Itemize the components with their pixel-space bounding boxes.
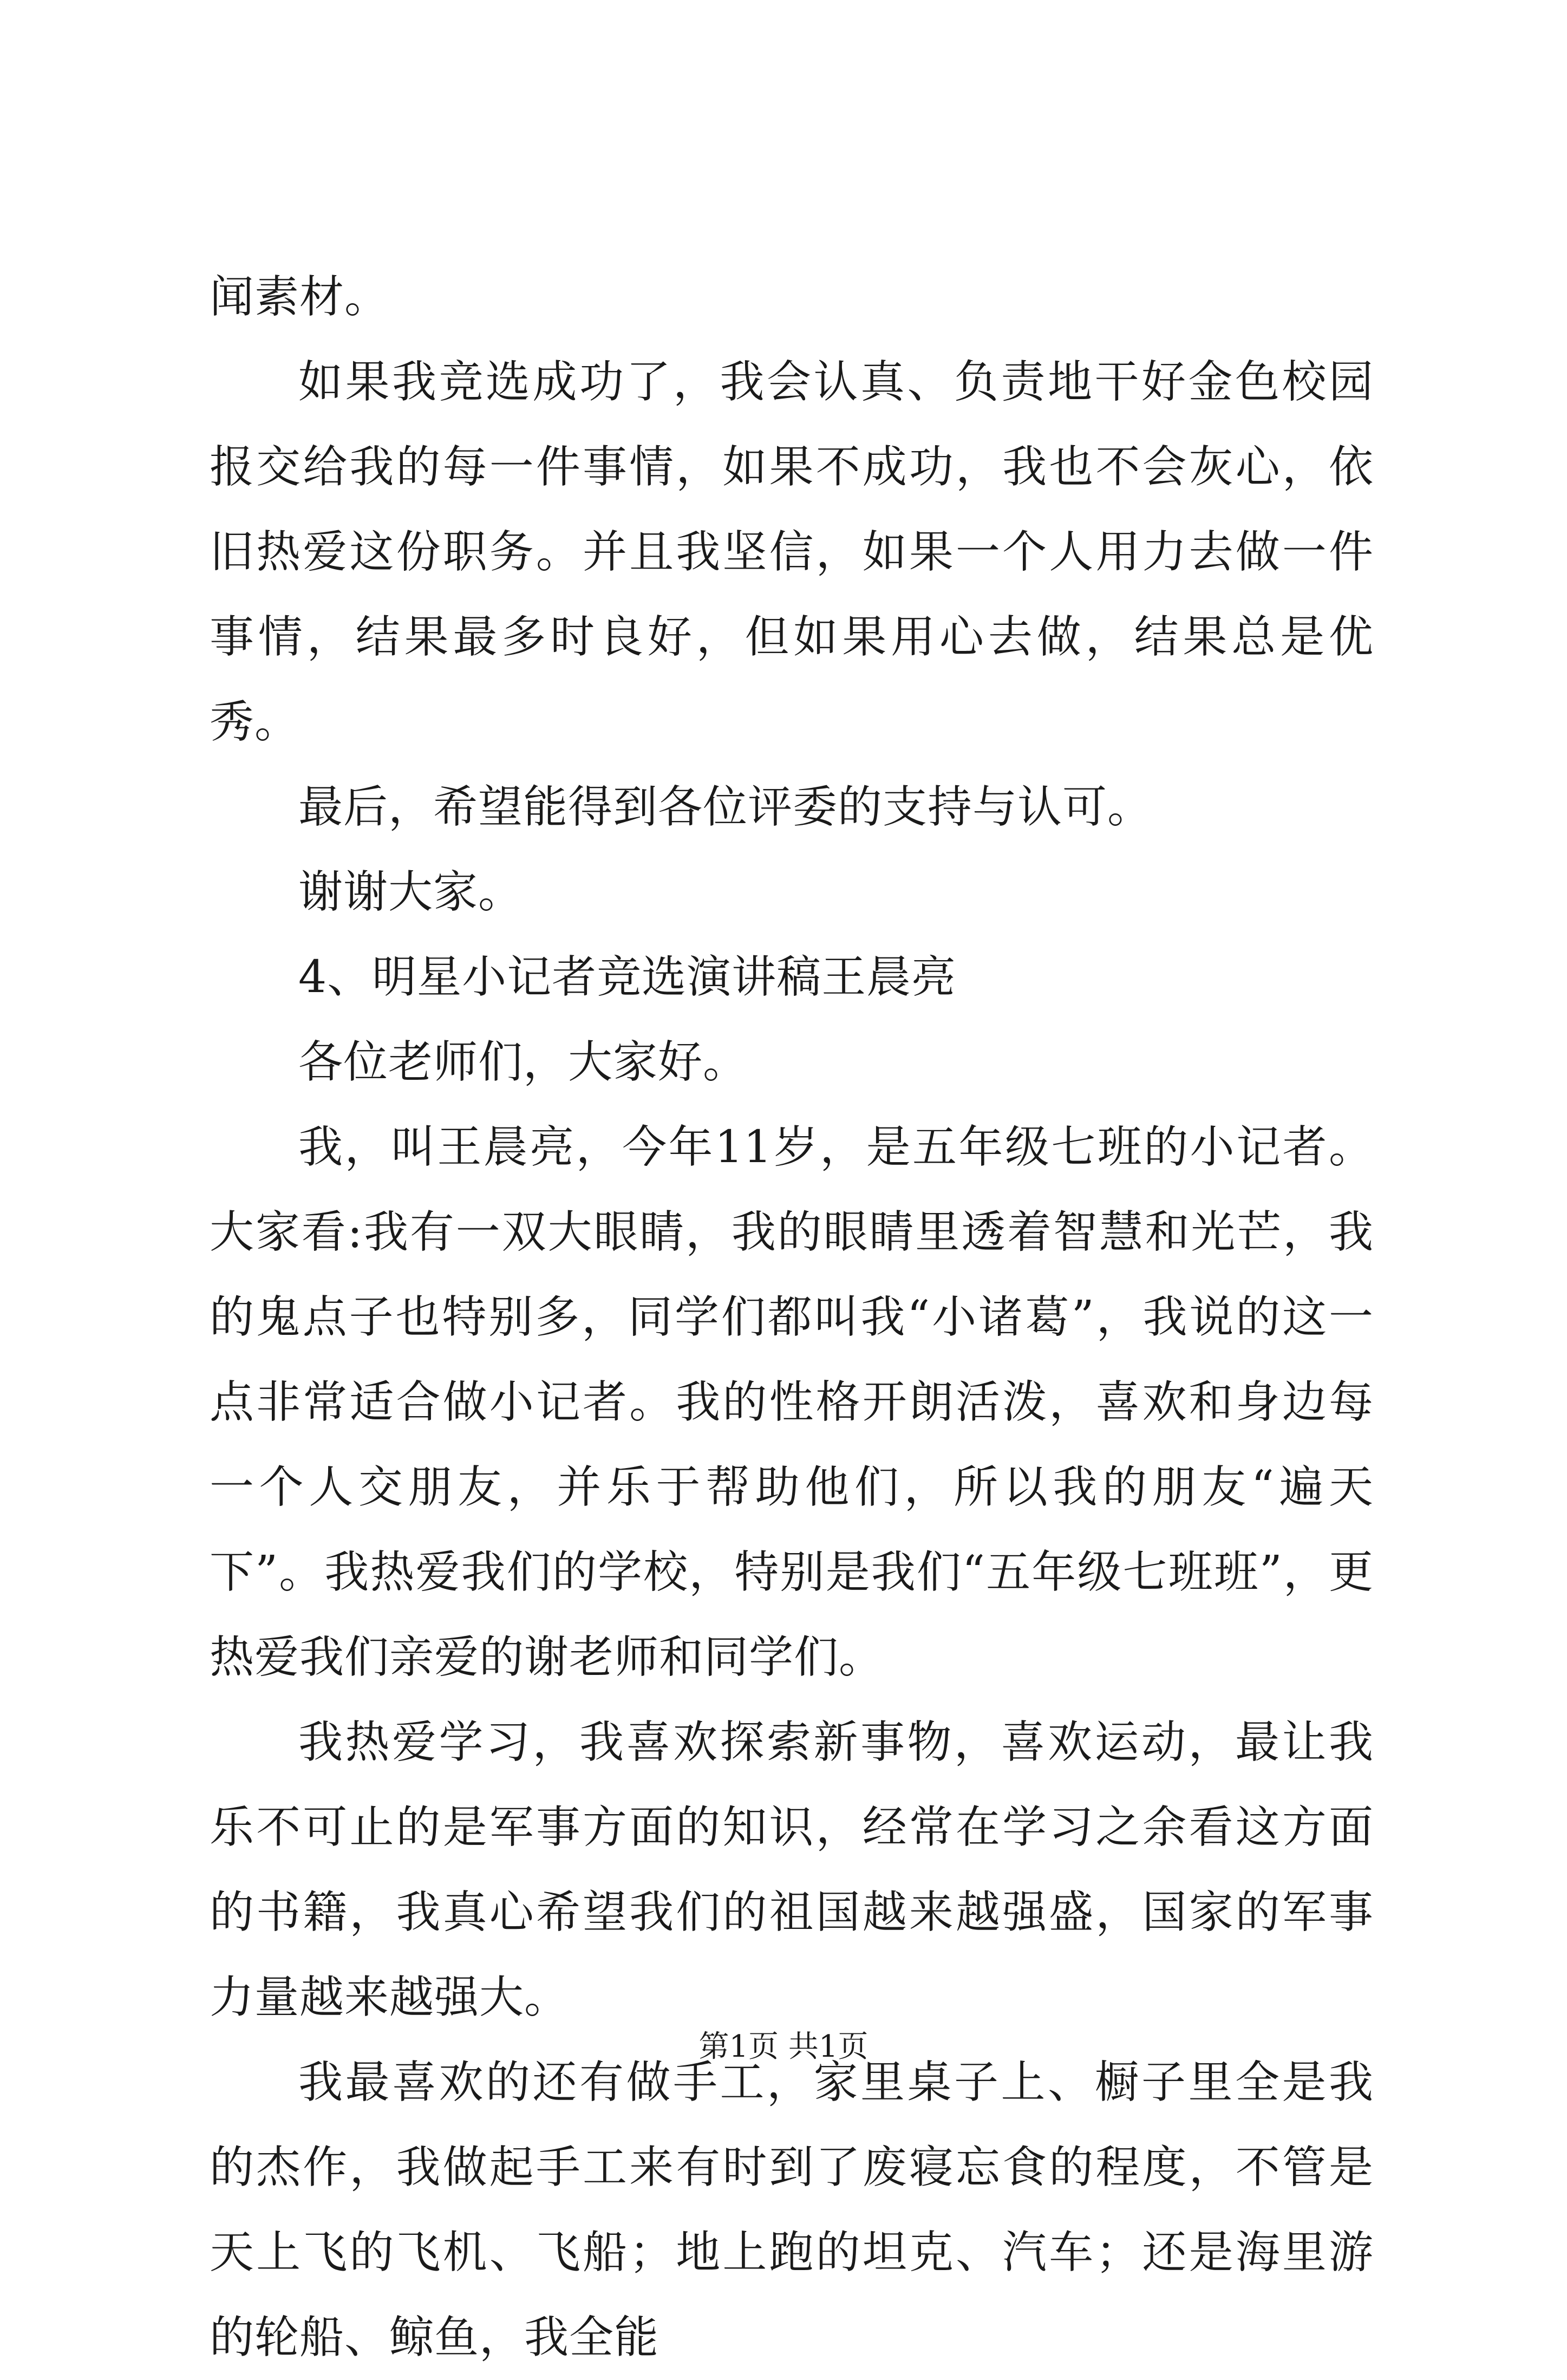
page-footer	[0, 2028, 1567, 2066]
paragraph-closing-hope: 最后，希望能得到各位评委的支持与认可。	[298, 781, 1153, 833]
paragraph-thanks: 谢谢大家。	[298, 866, 524, 918]
section-heading: 4、明星小记者竞选演讲稿王晨亮	[298, 951, 957, 1003]
paragraph-campaign-promise: 如果我竞选成功了，我会认真、负责地干好金色校园报交给我的每一件事情，如果不成功，我也不会灰心，依旧热爱这份职务。并且我坚信，如果一个人用力去做一件事情，结果最多时良好，但如果用心去做，结果总是优秀。	[210, 356, 1374, 748]
paragraph-hobbies-study: 我热爱学习，我喜欢探索新事物，喜欢运动，最让我乐不可止的是军事方面的知识，经常在学习之余看这方面的书籍，我真心希望我们的祖国越来越强盛，国家的军事力量越来越强大。	[210, 1717, 1374, 2023]
paragraph-self-introduction: 我，叫王晨亮，今年11岁，是五年级七班的小记者。大家看:我有一双大眼睛，我的眼睛里透着智慧和光芒，我的鬼点子也特别多，同学们都叫我“小诸葛”，我说的这一点非常适合做小记者。我的性格开朗活泼，喜欢和身边每一个人交朋友，并乐于帮助他们，所以我的朋友“遍天下”。我热爱我们的学校，特别是我们“五年级七班班”，更热爱我们亲爱的谢老师和同学们。	[210, 1121, 1374, 1683]
page-number-label: 第1页 共1页	[698, 2029, 869, 2064]
paragraph-greeting: 各位老师们，大家好。	[298, 1036, 748, 1088]
paragraph-handcraft: 我最喜欢的还有做手工，家里桌子上、橱子里全是我的杰作，我做起手工来有时到了废寝忘食的程度，不管是天上飞的飞机、飞船；地上跑的坦克、汽车；还是海里游的轮船、鲸鱼，我全能	[210, 2057, 1374, 2363]
paragraph-continuation: 闻素材。	[210, 271, 390, 323]
